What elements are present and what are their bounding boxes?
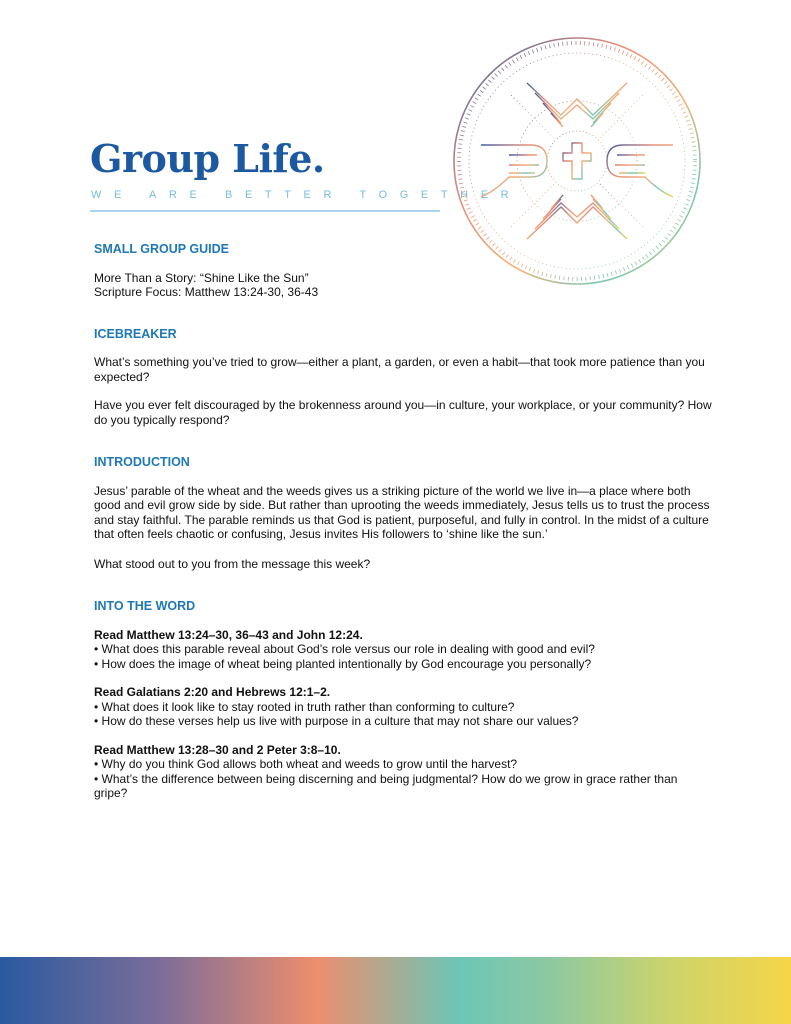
discussion-question: • What does it look like to stay rooted in truth rather than conforming to culture? — [94, 699, 515, 714]
reading-heading: Read Matthew 13:28–30 and 2 Peter 3:8–10. — [94, 742, 341, 757]
icebreaker-question: What’s something you’ve tried to grow—either a plant, a garden, or even a habit—that took more patience than you expected? — [94, 355, 705, 384]
discussion-question: • How do these verses help us live with purpose in a culture that may not share our values? — [94, 714, 579, 728]
section-heading-guide: SMALL GROUP GUIDE — [94, 242, 229, 256]
discussion-question: • How does the image of wheat being planted intentionally by God encourage you personally? — [94, 656, 592, 671]
scripture-focus: Scripture Focus: Matthew 13:24-30, 36-43 — [94, 285, 319, 299]
reading-heading: Read Matthew 13:24–30, 36–43 and John 12:24. — [94, 627, 363, 642]
introduction-body: Jesus’ parable of the wheat and the weeds gives us a striking picture of the world we live in—a place where both good and evil grow side by side. But rather than uprooting the weeds immediately, Jesus tells us to trust the process and stay faithful. The parable reminds us that God is patient, purposeful, and fully in control. In the midst of a culture that often feels chaotic or confusing, Jesus invites His followers to ‘shine like the sun.’ — [94, 483, 710, 541]
footer-gradient-bar — [0, 957, 791, 1024]
series-title: More Than a Story: “Shine Like the Sun” — [94, 270, 309, 285]
title-divider — [90, 210, 440, 212]
discussion-question: • What does this parable reveal about God’s role versus our role in dealing with good and evil? — [94, 642, 595, 656]
discussion-question: • Why do you think God allows both wheat and weeds to grow until the harvest? — [94, 757, 518, 771]
discussion-question: • What’s the difference between being discerning and being judgmental? How do we grow in grace rather than gripe? — [94, 771, 678, 800]
section-heading-into-the-word: INTO THE WORD — [94, 599, 196, 613]
reading-heading: Read Galatians 2:20 and Hebrews 12:1–2. — [94, 685, 331, 699]
introduction-question: What stood out to you from the message this week? — [94, 556, 371, 571]
section-heading-icebreaker: ICEBREAKER — [94, 326, 177, 341]
page-title: Group Life. — [90, 136, 325, 181]
section-heading-introduction: INTRODUCTION — [94, 455, 190, 469]
icebreaker-question: Have you ever felt discouraged by the brokenness around you—in culture, your workplace, or your community? How do you typically respond? — [94, 398, 712, 427]
tagline: WE ARE BETTER TOGETHER — [91, 189, 522, 201]
guide-content — [94, 242, 714, 801]
